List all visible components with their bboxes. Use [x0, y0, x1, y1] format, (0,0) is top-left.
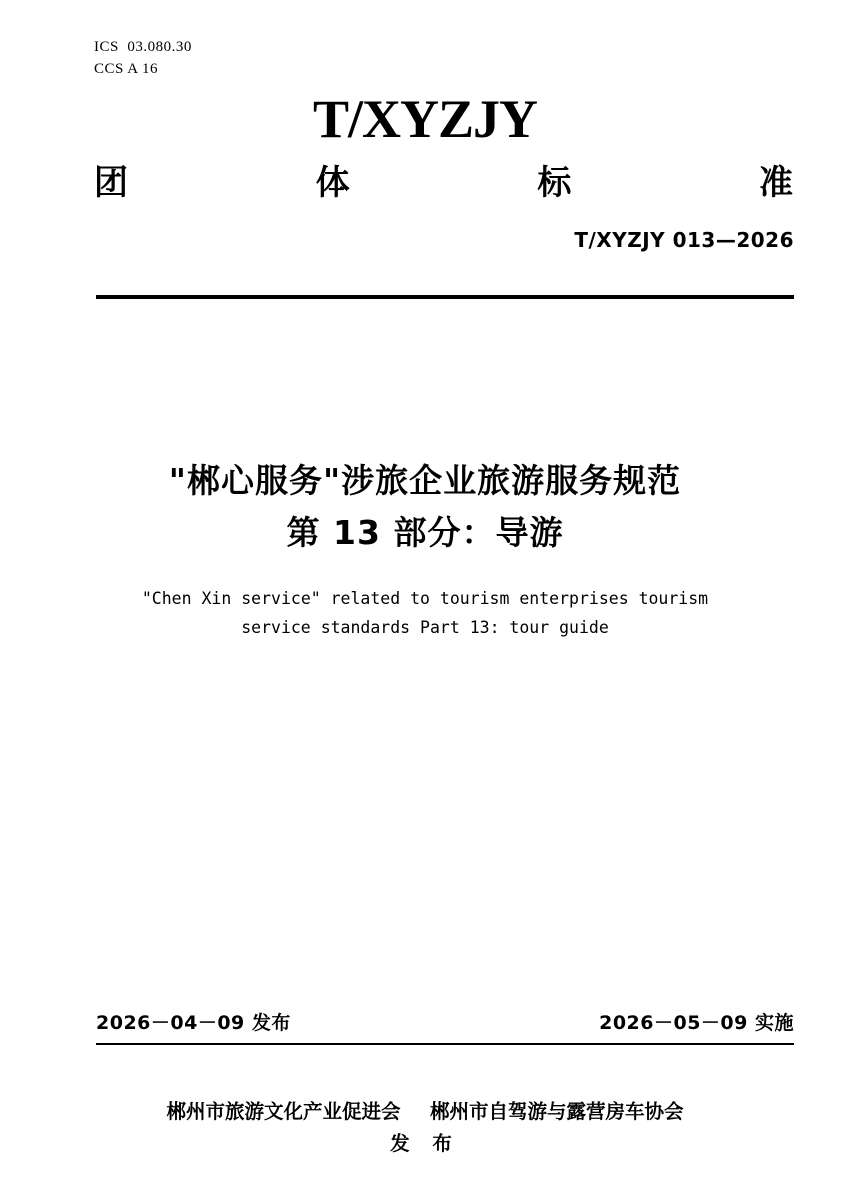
ics-code: ICS 03.080.30: [94, 39, 192, 55]
category-char-4: 准: [758, 163, 794, 203]
document-title-en-line2: standards Part 13: tour guide: [320, 618, 609, 637]
footer-divider: [96, 1043, 794, 1045]
document-title-en: [118, 584, 732, 642]
category-char-2: 体: [315, 163, 351, 203]
implement-date: 2026－05－09 实施: [599, 1012, 794, 1034]
publish-label: 发 布: [390, 1132, 460, 1155]
publisher-org-1: 郴州市旅游文化产业促进会: [166, 1100, 401, 1123]
publisher-organizations: [0, 1096, 850, 1128]
document-title-en-line1: "Chen Xin service" related to tourism enterprises tourism service: [141, 589, 709, 637]
category-char-3: 标: [537, 163, 573, 203]
standard-category-row: [94, 155, 794, 204]
date-row: [96, 1008, 794, 1035]
ics-classification-block: [94, 36, 192, 80]
publisher-block: [0, 1096, 850, 1160]
document-title-cn-line2: 第 13 部分：导游: [286, 513, 564, 552]
standard-number: T/XYZJY 013—2026: [574, 228, 794, 252]
category-char-1: 团: [94, 163, 129, 203]
standard-logo: T/XYZJY: [312, 89, 538, 149]
header-divider: [96, 295, 794, 299]
document-title-cn: [0, 455, 850, 559]
publisher-org-2: 郴州市自驾游与露营房车协会: [430, 1100, 684, 1123]
document-title-cn-line1: "郴心服务"涉旅企业旅游服务规范: [168, 461, 682, 500]
issue-date: 2026－04－09 发布: [96, 1012, 291, 1034]
ccs-code: CCS A 16: [94, 61, 159, 77]
